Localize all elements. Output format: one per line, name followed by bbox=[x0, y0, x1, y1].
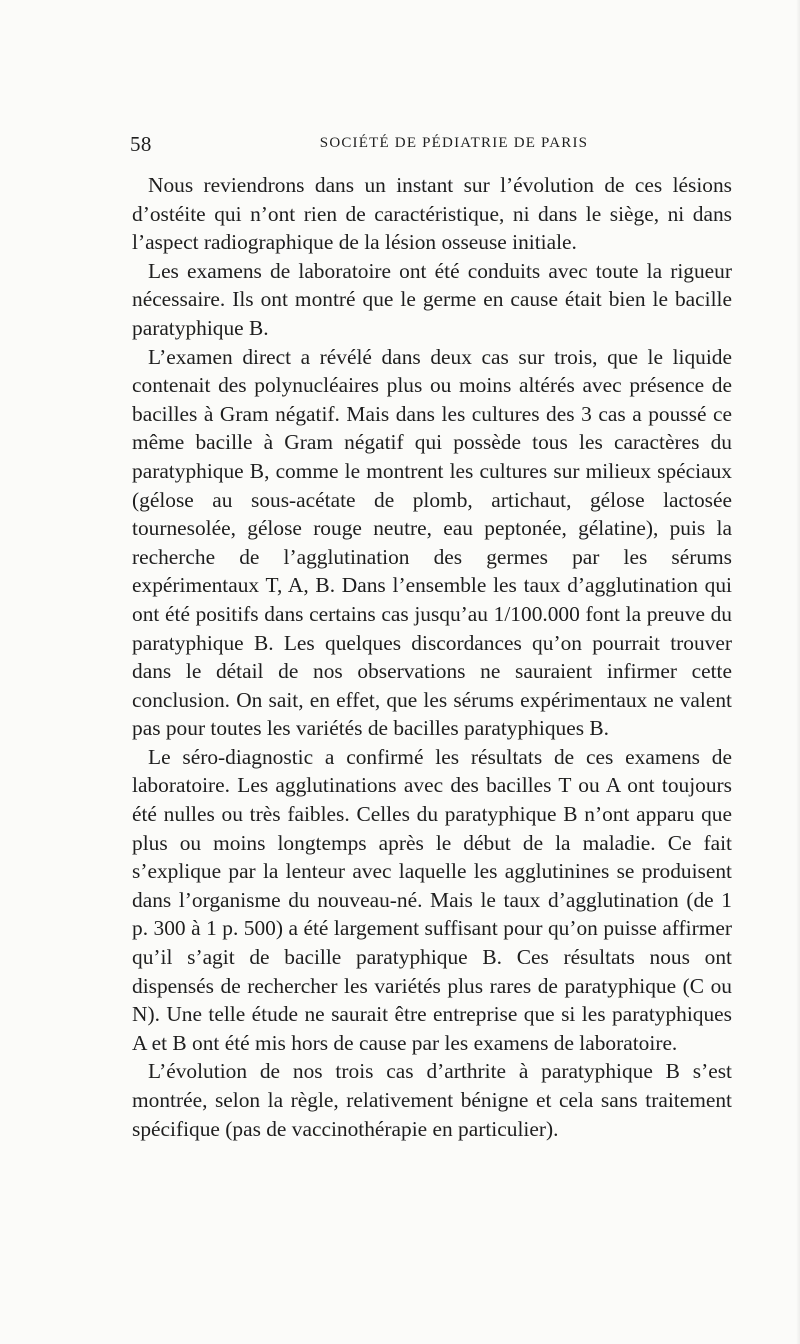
paragraph: Le séro-diagnostic a confirmé les résultats de ces examens de laboratoire. Les agglutinations avec des bacilles T ou A ont toujours été nulles ou très faibles. Celles du paratyphique B n’ont apparu que plus ou moins longtemps après le début de la maladie. Ce fait s’explique par la lenteur avec laquelle les agglutinines se produisent dans l’organisme du nouveau-né. Mais le taux d’agglutination (de 1 p. 300 à 1 p. 500) a été largement suffisant pour qu’on puisse affirmer qu’il s’agit de bacille paratyphique B. Ces résultats nous ont dispensés de rechercher les variétés plus rares de paratyphique (C ou N). Une telle étude ne saurait être entreprise que si les paratyphiques A et B ont été mis hors de cause par les examens de laboratoire. bbox=[132, 744, 732, 1055]
paragraph: Nous reviendrons dans un instant sur l’évolution de ces lésions d’ostéite qui n’ont rien de caractéristique, ni dans le siège, ni dans l’aspect radiographique de la lésion osseuse initiale. bbox=[132, 173, 732, 255]
body-text bbox=[132, 171, 732, 1143]
paragraph: Les examens de laboratoire ont été conduits avec toute la rigueur nécessaire. Ils ont montré que le germe en cause était bien le bacille paratyphique B. bbox=[132, 258, 732, 340]
paragraph: L’examen direct a révélé dans deux cas sur trois, que le liquide contenait des polynucléaires plus ou moins altérés avec présence de bacilles à Gram négatif. Mais dans les cultures des 3 cas a poussé ce même bacille à Gram négatif qui possède tous les caractères du paratyphique B, comme le montrent les cultures sur milieux spéciaux (gélose au sous-acétate de plomb, artichaut, gélose lactosée tournesolée, gélose rouge neutre, eau peptonée, gélatine), puis la recherche de l’agglutination des germes par les sérums expérimentaux T, A, B. Dans l’ensemble les taux d’agglutination qui ont été positifs dans certains cas jusqu’au 1/100.000 font la preuve du paratyphique B. Les quelques discordances qu’on pourrait trouver dans le détail de nos observations ne sauraient infirmer cette conclusion. On sait, en effet, que les sérums expérimentaux ne valent pas pour toutes les variétés de bacilles paratyphiques B. bbox=[132, 344, 732, 741]
running-head: SOCIÉTÉ DE PÉDIATRIE DE PARIS bbox=[319, 135, 589, 151]
paragraph: L’évolution de nos trois cas d’arthrite à paratyphique B s’est montrée, selon la règle, relativement bénigne et cela sans traitement spécifique (pas de vaccinothérapie en particulier). bbox=[132, 1059, 732, 1141]
scan-edge-shadow bbox=[796, 0, 800, 1344]
page-number: 58 bbox=[130, 132, 152, 156]
page-header bbox=[130, 132, 733, 158]
